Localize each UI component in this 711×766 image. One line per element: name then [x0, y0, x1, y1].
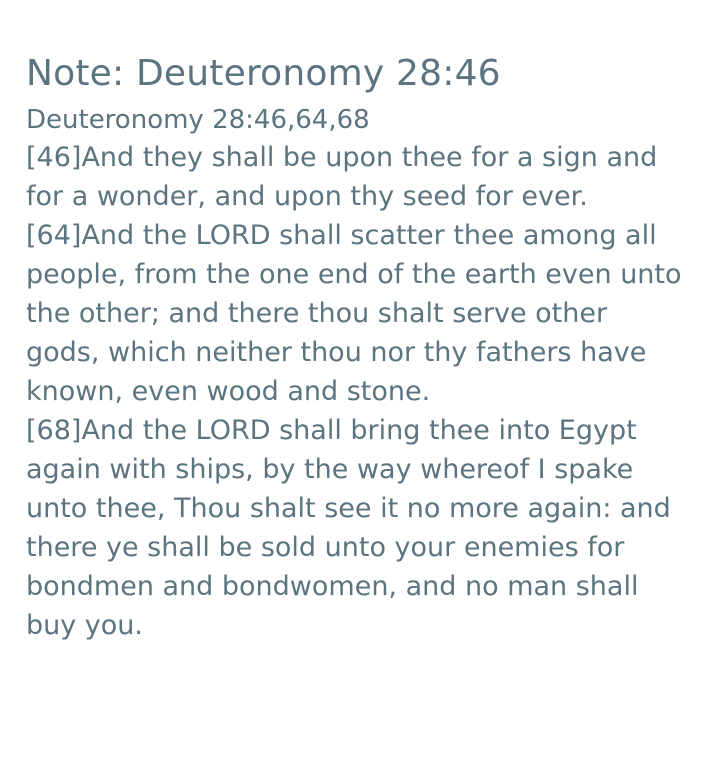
- verse-text: And the LORD shall bring thee into Egypt again with ships, by the way whereof I spake unto thee, Thou shalt see it no more again: and there ye shall be sold unto your enemies for bondmen and bondwomen, and no man shall buy you.: [26, 415, 671, 641]
- verse-number: [68]: [26, 415, 82, 446]
- verse-text: And they shall be upon thee for a sign and for a wonder, and upon thy seed for ever.: [26, 142, 658, 212]
- verse-number: [46]: [26, 142, 82, 173]
- verse-number: [64]: [26, 220, 82, 251]
- verse-46: [26, 138, 686, 216]
- note-container: [26, 52, 686, 645]
- verse-68: [26, 411, 686, 645]
- verse-64: [26, 216, 686, 411]
- note-title: Note: Deuteronomy 28:46: [26, 53, 501, 94]
- scripture-reference: Deuteronomy 28:46,64,68: [26, 105, 370, 135]
- verse-text: And the LORD shall scatter thee among all people, from the one end of the earth even unto the other; and there thou shalt serve other gods, which neither thou nor thy fathers have known, even wood and stone.: [26, 220, 682, 407]
